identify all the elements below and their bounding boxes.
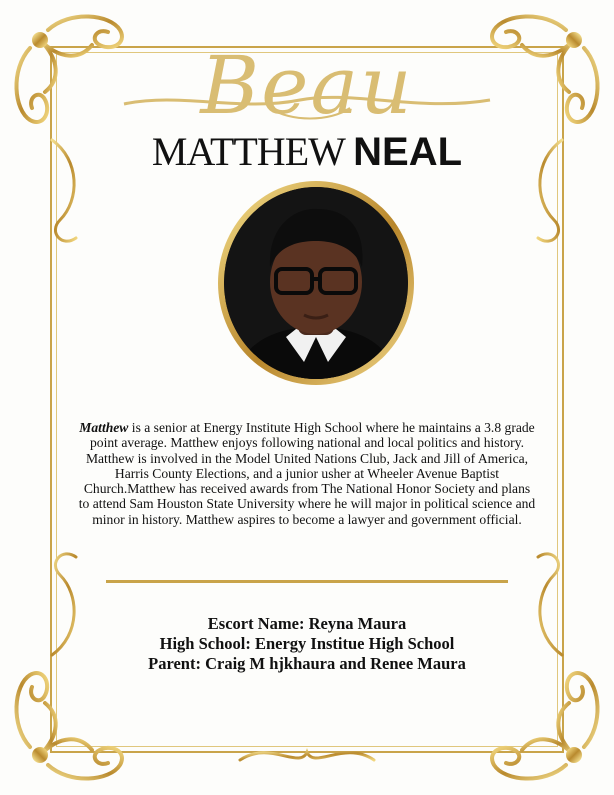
side-scroll-left: [52, 140, 76, 655]
script-title: Beau: [200, 39, 414, 132]
bottom-accent: [240, 752, 374, 760]
bio-lead-name: Matthew: [79, 420, 129, 435]
escort-name: Escort Name: Reyna Maura: [207, 614, 407, 633]
corner-ornament-bottom-left: [16, 673, 122, 779]
section-divider: [106, 580, 508, 583]
high-school: High School: Energy Institue High School: [159, 634, 455, 653]
parent-names: Parent: Craig M hjkhaura and Renee Maura: [148, 654, 466, 673]
portrait-illustration: [224, 187, 408, 379]
bio-text: is a senior at Energy Institute High School where he maintains a 3.8 grade point average. Matthew enjoys following national and local politics and history. Matthew is involved in the Model United Nations Club, Jack and Jill of America, Harris County Elections, and a junior usher at Wheeler Avenue Baptist Church.Matthew has received awards from The National Honor Society and plans to attend Sam Houston State University where he will major in political science and minor in history. Matthew aspires to become a lawyer and government official.: [78, 420, 536, 527]
corner-ornament-bottom-right: [492, 673, 598, 779]
side-scroll-right: [538, 140, 562, 655]
honoree-name: [0, 128, 614, 176]
first-names: MATTHEW: [151, 129, 345, 174]
details-block: [0, 614, 614, 674]
biography-paragraph: [78, 420, 536, 527]
last-name: NEAL: [353, 130, 463, 174]
portrait-photo: [224, 187, 408, 379]
